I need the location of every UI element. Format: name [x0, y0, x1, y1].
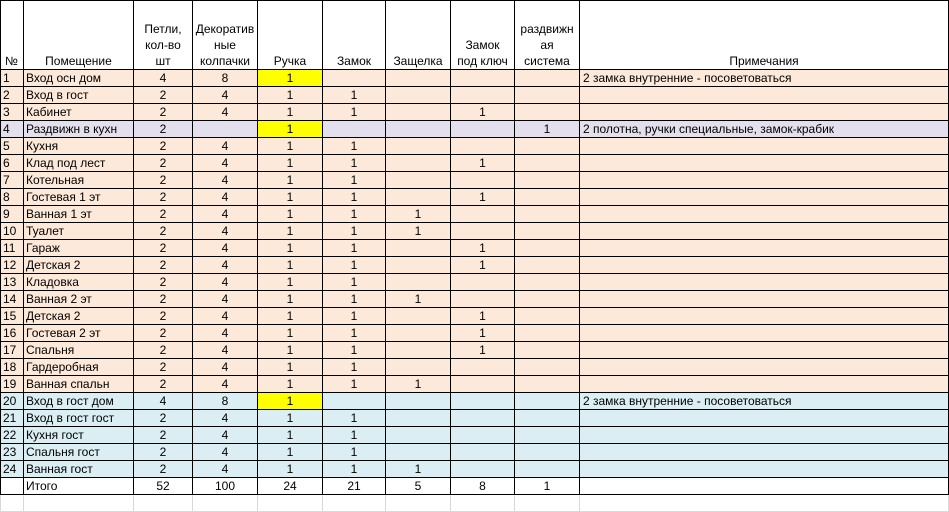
hinges-cell[interactable]: 2 — [134, 359, 193, 376]
room-cell[interactable]: Детская 2 — [24, 308, 134, 325]
keylock-cell[interactable] — [451, 444, 515, 461]
handle-cell[interactable]: 1 — [258, 240, 323, 257]
room-cell[interactable]: Вход в гост гост — [24, 410, 134, 427]
table-row — [1, 206, 949, 223]
sliding-cell[interactable] — [515, 410, 580, 427]
total-caps[interactable]: 100 — [193, 478, 258, 495]
keylock-cell[interactable] — [451, 138, 515, 155]
latch-cell[interactable] — [386, 359, 451, 376]
handle-cell[interactable]: 1 — [258, 223, 323, 240]
room-cell[interactable]: Гардеробная — [24, 359, 134, 376]
table-row — [1, 274, 949, 291]
notes-cell[interactable] — [580, 240, 949, 257]
lock-cell[interactable]: 1 — [323, 257, 386, 274]
handle-cell[interactable]: 1 — [258, 121, 323, 138]
row-num[interactable]: 23 — [1, 444, 24, 461]
hinges-cell[interactable]: 2 — [134, 206, 193, 223]
empty-cell[interactable] — [515, 495, 580, 512]
lock-cell[interactable]: 1 — [323, 189, 386, 206]
hinges-cell[interactable]: 2 — [134, 274, 193, 291]
table-row — [1, 172, 949, 189]
hinges-cell[interactable]: 2 — [134, 189, 193, 206]
empty-cell[interactable] — [24, 495, 134, 512]
row-num[interactable]: 3 — [1, 104, 24, 121]
latch-cell[interactable] — [386, 342, 451, 359]
row-num[interactable]: 20 — [1, 393, 24, 410]
caps-cell[interactable]: 4 — [193, 155, 258, 172]
notes-cell[interactable] — [580, 274, 949, 291]
table-row — [1, 240, 949, 257]
notes-cell[interactable] — [580, 308, 949, 325]
handle-cell[interactable]: 1 — [258, 359, 323, 376]
lock-cell[interactable] — [323, 121, 386, 138]
latch-cell[interactable] — [386, 308, 451, 325]
row-num[interactable]: 1 — [1, 70, 24, 87]
caps-cell[interactable]: 4 — [193, 87, 258, 104]
row-num[interactable]: 4 — [1, 121, 24, 138]
hinges-cell[interactable]: 2 — [134, 104, 193, 121]
caps-cell[interactable]: 4 — [193, 172, 258, 189]
room-cell[interactable]: Кладовка — [24, 274, 134, 291]
total-row — [1, 478, 949, 495]
keylock-cell[interactable] — [451, 359, 515, 376]
hinges-cell[interactable]: 2 — [134, 121, 193, 138]
keylock-cell[interactable] — [451, 121, 515, 138]
latch-cell[interactable] — [386, 104, 451, 121]
latch-cell[interactable]: 1 — [386, 461, 451, 478]
row-num[interactable]: 17 — [1, 342, 24, 359]
room-cell[interactable]: Вход осн дом — [24, 70, 134, 87]
lock-cell[interactable] — [323, 393, 386, 410]
lock-cell[interactable]: 1 — [323, 376, 386, 393]
room-cell[interactable]: Котельная — [24, 172, 134, 189]
notes-cell[interactable] — [580, 444, 949, 461]
sliding-cell[interactable] — [515, 274, 580, 291]
notes-cell[interactable] — [580, 206, 949, 223]
caps-cell[interactable]: 4 — [193, 427, 258, 444]
hinges-cell[interactable]: 2 — [134, 325, 193, 342]
caps-cell[interactable]: 4 — [193, 104, 258, 121]
notes-cell[interactable] — [580, 172, 949, 189]
caps-cell[interactable]: 4 — [193, 308, 258, 325]
sliding-cell[interactable] — [515, 325, 580, 342]
sliding-cell[interactable] — [515, 342, 580, 359]
room-cell[interactable]: Кабинет — [24, 104, 134, 121]
sliding-cell[interactable] — [515, 155, 580, 172]
notes-cell[interactable] — [580, 189, 949, 206]
lock-cell[interactable]: 1 — [323, 410, 386, 427]
caps-cell[interactable]: 4 — [193, 376, 258, 393]
hinges-cell[interactable]: 2 — [134, 427, 193, 444]
hinges-cell[interactable]: 2 — [134, 155, 193, 172]
latch-cell[interactable] — [386, 240, 451, 257]
row-num[interactable]: 7 — [1, 172, 24, 189]
keylock-cell[interactable]: 1 — [451, 308, 515, 325]
keylock-cell[interactable] — [451, 274, 515, 291]
keylock-cell[interactable]: 1 — [451, 104, 515, 121]
total-label[interactable]: Итого — [24, 478, 134, 495]
notes-cell[interactable] — [580, 155, 949, 172]
sliding-cell[interactable] — [515, 427, 580, 444]
header-caps[interactable]: Декоратив ные колпачки — [193, 1, 258, 70]
latch-cell[interactable] — [386, 257, 451, 274]
keylock-cell[interactable] — [451, 427, 515, 444]
total-lock[interactable]: 21 — [323, 478, 386, 495]
lock-cell[interactable]: 1 — [323, 291, 386, 308]
notes-cell[interactable] — [580, 104, 949, 121]
notes-cell[interactable] — [580, 325, 949, 342]
sliding-cell[interactable] — [515, 376, 580, 393]
latch-cell[interactable]: 1 — [386, 206, 451, 223]
header-row — [1, 1, 949, 70]
empty-cell[interactable] — [451, 495, 515, 512]
table-row — [1, 461, 949, 478]
keylock-cell[interactable] — [451, 87, 515, 104]
table-row — [1, 223, 949, 240]
keylock-cell[interactable] — [451, 172, 515, 189]
notes-cell[interactable] — [580, 223, 949, 240]
lock-cell[interactable]: 1 — [323, 461, 386, 478]
row-num[interactable]: 21 — [1, 410, 24, 427]
hinges-cell[interactable]: 2 — [134, 172, 193, 189]
room-cell[interactable]: Гараж — [24, 240, 134, 257]
header-lock[interactable]: Замок — [323, 1, 386, 70]
notes-cell[interactable] — [580, 257, 949, 274]
hinges-cell[interactable]: 2 — [134, 461, 193, 478]
hinges-cell[interactable]: 2 — [134, 87, 193, 104]
latch-cell[interactable] — [386, 325, 451, 342]
room-cell[interactable]: Клад под лест — [24, 155, 134, 172]
row-num[interactable]: 24 — [1, 461, 24, 478]
hinges-cell[interactable]: 2 — [134, 308, 193, 325]
empty-cell[interactable] — [258, 495, 323, 512]
header-latch[interactable]: Защелка — [386, 1, 451, 70]
table-row — [1, 393, 949, 410]
total-notes[interactable] — [580, 478, 949, 495]
room-cell[interactable]: Ванная спальн — [24, 376, 134, 393]
sliding-cell[interactable] — [515, 206, 580, 223]
caps-cell[interactable] — [193, 121, 258, 138]
keylock-cell[interactable] — [451, 393, 515, 410]
total-num-cell[interactable] — [1, 478, 24, 495]
lock-cell[interactable]: 1 — [323, 427, 386, 444]
row-num[interactable]: 14 — [1, 291, 24, 308]
caps-cell[interactable]: 4 — [193, 444, 258, 461]
sliding-cell[interactable] — [515, 172, 580, 189]
latch-cell[interactable] — [386, 155, 451, 172]
sliding-cell[interactable] — [515, 393, 580, 410]
handle-cell[interactable]: 1 — [258, 308, 323, 325]
table-row — [1, 376, 949, 393]
room-cell[interactable]: Ванная 2 эт — [24, 291, 134, 308]
sliding-cell[interactable] — [515, 240, 580, 257]
keylock-cell[interactable]: 1 — [451, 155, 515, 172]
handle-cell[interactable]: 1 — [258, 325, 323, 342]
caps-cell[interactable]: 4 — [193, 410, 258, 427]
keylock-cell[interactable] — [451, 70, 515, 87]
hinges-cell[interactable]: 2 — [134, 376, 193, 393]
header-num[interactable]: № — [1, 1, 24, 70]
hinges-cell[interactable]: 2 — [134, 342, 193, 359]
header-keylock[interactable]: Замок под ключ — [451, 1, 515, 70]
lock-cell[interactable]: 1 — [323, 138, 386, 155]
total-keylock[interactable]: 8 — [451, 478, 515, 495]
header-sliding[interactable]: раздвижн ая система — [515, 1, 580, 70]
row-num[interactable]: 6 — [1, 155, 24, 172]
caps-cell[interactable]: 4 — [193, 206, 258, 223]
row-num[interactable]: 13 — [1, 274, 24, 291]
handle-cell[interactable]: 1 — [258, 104, 323, 121]
table-row — [1, 427, 949, 444]
header-room[interactable]: Помещение — [24, 1, 134, 70]
table-row — [1, 70, 949, 87]
handle-cell[interactable]: 1 — [258, 155, 323, 172]
room-cell[interactable]: Ванная 1 эт — [24, 206, 134, 223]
lock-cell[interactable]: 1 — [323, 342, 386, 359]
sliding-cell[interactable] — [515, 308, 580, 325]
handle-cell[interactable]: 1 — [258, 461, 323, 478]
empty-cell[interactable] — [323, 495, 386, 512]
notes-cell[interactable] — [580, 342, 949, 359]
keylock-cell[interactable] — [451, 461, 515, 478]
hinges-cell[interactable]: 4 — [134, 70, 193, 87]
room-cell[interactable]: Гостевая 2 эт — [24, 325, 134, 342]
sliding-cell[interactable] — [515, 444, 580, 461]
row-num[interactable]: 15 — [1, 308, 24, 325]
lock-cell[interactable] — [323, 70, 386, 87]
empty-cell[interactable] — [134, 495, 193, 512]
handle-cell[interactable]: 1 — [258, 172, 323, 189]
keylock-cell[interactable]: 1 — [451, 240, 515, 257]
keylock-cell[interactable]: 1 — [451, 342, 515, 359]
room-cell[interactable]: Вход в гост дом — [24, 393, 134, 410]
total-handle[interactable]: 24 — [258, 478, 323, 495]
lock-cell[interactable]: 1 — [323, 155, 386, 172]
room-cell[interactable]: Спальня — [24, 342, 134, 359]
row-num[interactable]: 22 — [1, 427, 24, 444]
row-num[interactable]: 12 — [1, 257, 24, 274]
row-num[interactable]: 9 — [1, 206, 24, 223]
handle-cell[interactable]: 1 — [258, 376, 323, 393]
table-row — [1, 155, 949, 172]
notes-cell[interactable]: 2 полотна, ручки специальные, замок-крабик — [580, 121, 949, 138]
hinges-cell[interactable]: 2 — [134, 444, 193, 461]
hinges-cell[interactable]: 2 — [134, 240, 193, 257]
handle-cell[interactable]: 1 — [258, 342, 323, 359]
handle-cell[interactable]: 1 — [258, 444, 323, 461]
table-row — [1, 189, 949, 206]
empty-cell[interactable] — [386, 495, 451, 512]
handle-cell[interactable]: 1 — [258, 189, 323, 206]
handle-cell[interactable]: 1 — [258, 206, 323, 223]
lock-cell[interactable]: 1 — [323, 274, 386, 291]
table-row — [1, 104, 949, 121]
caps-cell[interactable]: 4 — [193, 325, 258, 342]
sliding-cell[interactable] — [515, 87, 580, 104]
table-row — [1, 121, 949, 138]
keylock-cell[interactable]: 1 — [451, 325, 515, 342]
caps-cell[interactable]: 4 — [193, 342, 258, 359]
table-row — [1, 87, 949, 104]
keylock-cell[interactable] — [451, 410, 515, 427]
handle-cell[interactable]: 1 — [258, 87, 323, 104]
keylock-cell[interactable]: 1 — [451, 189, 515, 206]
caps-cell[interactable]: 4 — [193, 240, 258, 257]
caps-cell[interactable]: 4 — [193, 461, 258, 478]
sliding-cell[interactable] — [515, 291, 580, 308]
row-num[interactable]: 10 — [1, 223, 24, 240]
hinges-cell[interactable]: 2 — [134, 223, 193, 240]
latch-cell[interactable]: 1 — [386, 291, 451, 308]
lock-cell[interactable]: 1 — [323, 172, 386, 189]
lock-cell[interactable]: 1 — [323, 359, 386, 376]
notes-cell[interactable] — [580, 376, 949, 393]
table-row — [1, 342, 949, 359]
total-hinges[interactable]: 52 — [134, 478, 193, 495]
handle-cell[interactable]: 1 — [258, 291, 323, 308]
caps-cell[interactable]: 4 — [193, 223, 258, 240]
notes-cell[interactable]: 2 замка внутренние - посоветоваться — [580, 70, 949, 87]
table-row — [1, 308, 949, 325]
table-row — [1, 138, 949, 155]
header-hinges[interactable]: Петли, кол-во шт — [134, 1, 193, 70]
latch-cell[interactable]: 1 — [386, 376, 451, 393]
row-num[interactable]: 19 — [1, 376, 24, 393]
room-cell[interactable]: Кухня гост — [24, 427, 134, 444]
latch-cell[interactable] — [386, 70, 451, 87]
empty-cell[interactable] — [580, 495, 949, 512]
room-cell[interactable]: Гостевая 1 эт — [24, 189, 134, 206]
notes-cell[interactable] — [580, 427, 949, 444]
table-row — [1, 325, 949, 342]
sliding-cell[interactable] — [515, 359, 580, 376]
lock-cell[interactable]: 1 — [323, 206, 386, 223]
lock-cell[interactable]: 1 — [323, 444, 386, 461]
table-row — [1, 257, 949, 274]
table-row — [1, 291, 949, 308]
sliding-cell[interactable] — [515, 70, 580, 87]
lock-cell[interactable]: 1 — [323, 240, 386, 257]
caps-cell[interactable]: 8 — [193, 70, 258, 87]
handle-cell[interactable]: 1 — [258, 410, 323, 427]
sliding-cell[interactable]: 1 — [515, 121, 580, 138]
lock-cell[interactable]: 1 — [323, 308, 386, 325]
latch-cell[interactable] — [386, 172, 451, 189]
hinges-cell[interactable]: 2 — [134, 291, 193, 308]
hinges-cell[interactable]: 2 — [134, 410, 193, 427]
latch-cell[interactable] — [386, 87, 451, 104]
sliding-cell[interactable] — [515, 223, 580, 240]
notes-cell[interactable] — [580, 410, 949, 427]
notes-cell[interactable] — [580, 359, 949, 376]
latch-cell[interactable] — [386, 410, 451, 427]
keylock-cell[interactable] — [451, 376, 515, 393]
room-cell[interactable]: Спальня гост — [24, 444, 134, 461]
keylock-cell[interactable] — [451, 206, 515, 223]
table-row — [1, 410, 949, 427]
empty-row — [1, 495, 949, 512]
room-cell[interactable]: Детская 2 — [24, 257, 134, 274]
latch-cell[interactable] — [386, 444, 451, 461]
sliding-cell[interactable] — [515, 461, 580, 478]
handle-cell[interactable]: 1 — [258, 393, 323, 410]
latch-cell[interactable] — [386, 393, 451, 410]
table-body — [1, 70, 949, 478]
lock-cell[interactable]: 1 — [323, 325, 386, 342]
lock-cell[interactable]: 1 — [323, 87, 386, 104]
handle-cell[interactable]: 1 — [258, 70, 323, 87]
row-num[interactable]: 18 — [1, 359, 24, 376]
caps-cell[interactable]: 4 — [193, 257, 258, 274]
notes-cell[interactable] — [580, 461, 949, 478]
latch-cell[interactable]: 1 — [386, 223, 451, 240]
caps-cell[interactable]: 4 — [193, 291, 258, 308]
caps-cell[interactable]: 4 — [193, 359, 258, 376]
room-cell[interactable]: Раздвижн в кухн — [24, 121, 134, 138]
header-notes[interactable]: Примечания — [580, 1, 949, 70]
handle-cell[interactable]: 1 — [258, 427, 323, 444]
caps-cell[interactable]: 4 — [193, 189, 258, 206]
latch-cell[interactable] — [386, 121, 451, 138]
room-cell[interactable]: Ванная гост — [24, 461, 134, 478]
latch-cell[interactable] — [386, 138, 451, 155]
header-handle[interactable]: Ручка — [258, 1, 323, 70]
keylock-cell[interactable]: 1 — [451, 257, 515, 274]
latch-cell[interactable] — [386, 274, 451, 291]
hinges-cell[interactable]: 2 — [134, 257, 193, 274]
hinges-cell[interactable]: 4 — [134, 393, 193, 410]
table-row — [1, 444, 949, 461]
hinges-cell[interactable]: 2 — [134, 138, 193, 155]
keylock-cell[interactable] — [451, 291, 515, 308]
table-row — [1, 359, 949, 376]
row-num[interactable]: 8 — [1, 189, 24, 206]
room-cell[interactable]: Кухня — [24, 138, 134, 155]
empty-cell[interactable] — [1, 495, 24, 512]
caps-cell[interactable]: 4 — [193, 138, 258, 155]
room-cell[interactable]: Вход в гост — [24, 87, 134, 104]
latch-cell[interactable] — [386, 427, 451, 444]
row-num[interactable]: 2 — [1, 87, 24, 104]
row-num[interactable]: 16 — [1, 325, 24, 342]
notes-cell[interactable]: 2 замка внутренние - посоветоваться — [580, 393, 949, 410]
sliding-cell[interactable] — [515, 104, 580, 121]
notes-cell[interactable] — [580, 291, 949, 308]
keylock-cell[interactable] — [451, 223, 515, 240]
room-cell[interactable]: Туалет — [24, 223, 134, 240]
sliding-cell[interactable] — [515, 189, 580, 206]
lock-cell[interactable]: 1 — [323, 104, 386, 121]
total-latch[interactable]: 5 — [386, 478, 451, 495]
notes-cell[interactable] — [580, 138, 949, 155]
row-num[interactable]: 11 — [1, 240, 24, 257]
handle-cell[interactable]: 1 — [258, 138, 323, 155]
row-num[interactable]: 5 — [1, 138, 24, 155]
latch-cell[interactable] — [386, 189, 451, 206]
notes-cell[interactable] — [580, 87, 949, 104]
sliding-cell[interactable] — [515, 257, 580, 274]
caps-cell[interactable]: 8 — [193, 393, 258, 410]
total-sliding[interactable]: 1 — [515, 478, 580, 495]
lock-cell[interactable]: 1 — [323, 223, 386, 240]
handle-cell[interactable]: 1 — [258, 257, 323, 274]
handle-cell[interactable]: 1 — [258, 274, 323, 291]
sliding-cell[interactable] — [515, 138, 580, 155]
caps-cell[interactable]: 4 — [193, 274, 258, 291]
empty-cell[interactable] — [193, 495, 258, 512]
